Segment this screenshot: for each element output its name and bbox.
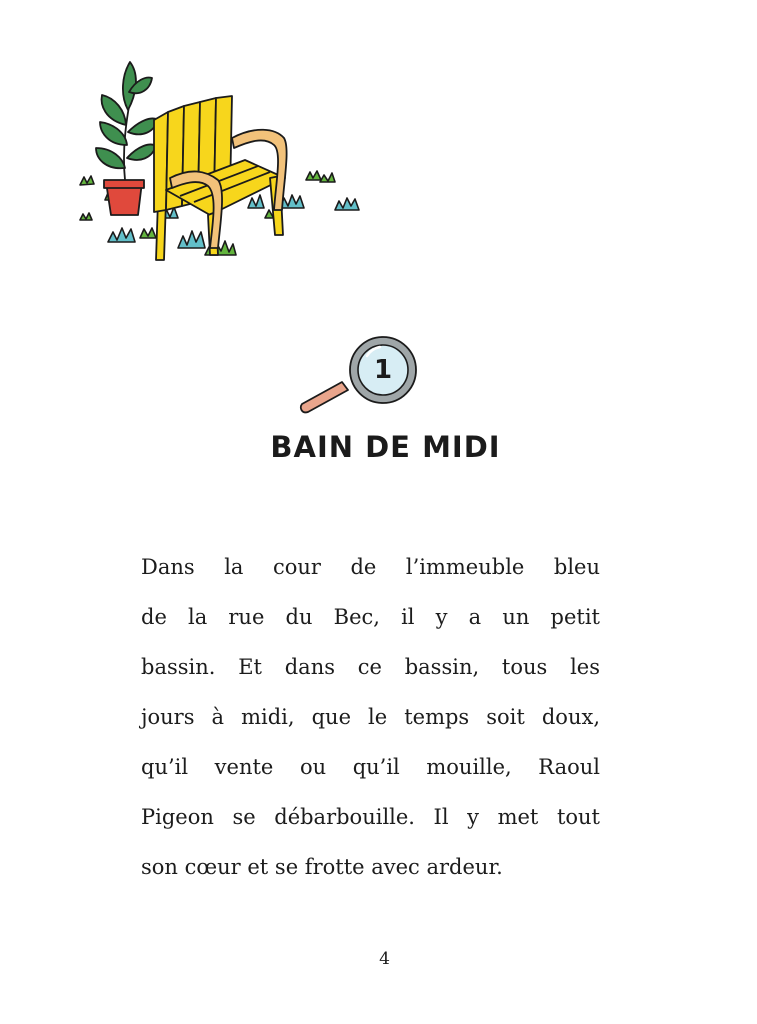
chapter-badge xyxy=(296,334,422,416)
text-line: Dans la cour de l’immeuble bleu xyxy=(141,555,600,579)
text-line: qu’il vente ou qu’il mouille, Raoul xyxy=(141,755,600,779)
yellow-chair xyxy=(154,96,287,260)
text-line: bassin. Et dans ce bassin, tous les xyxy=(141,655,600,679)
chapter-title: BAIN DE MIDI xyxy=(270,430,501,464)
text-line: son cœur et se frotte avec ardeur. xyxy=(141,855,503,879)
text-line: de la rue du Bec, il y a un petit xyxy=(141,605,600,629)
text-line: Pigeon se débarbouille. Il y met tout xyxy=(141,805,600,829)
chair-and-plant-illustration xyxy=(70,50,380,265)
page-number: 4 xyxy=(379,949,390,969)
potted-plant xyxy=(96,62,158,215)
body-paragraph xyxy=(141,542,600,892)
text-line: jours à midi, que le temps soit doux, xyxy=(141,705,600,729)
chapter-number: 1 xyxy=(373,355,393,385)
